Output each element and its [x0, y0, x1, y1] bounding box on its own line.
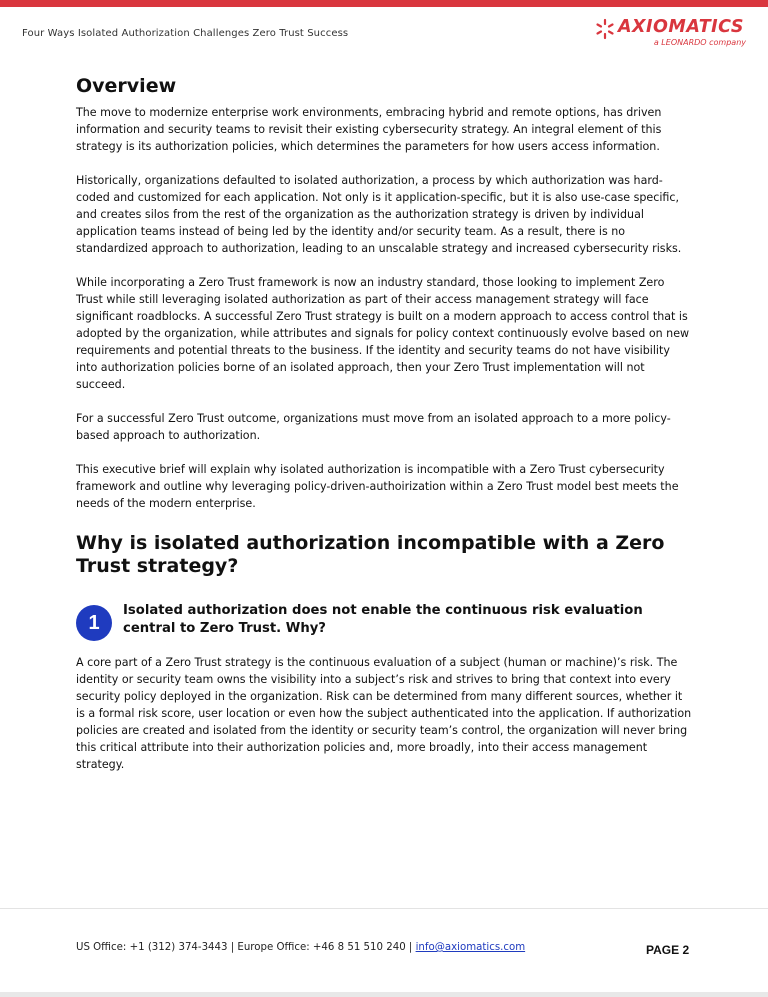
overview-heading: Overview	[76, 75, 177, 97]
logo-tagline: a LEONARDO company	[653, 38, 746, 47]
page-content	[76, 74, 692, 790]
bottom-page-edge	[0, 992, 768, 997]
footer-contact	[76, 942, 525, 953]
section-heading: Why is isolated authorization incompatible with a Zero Trust strategy?	[76, 532, 665, 577]
overview-paragraph: The move to modernize enterprise work environments, embracing hybrid and remote options, has driven information and security teams to revisit their existing cybersecurity strategy. An integral element of this strategy is its authorization policies, which determines the parameters for how users access information.	[76, 106, 662, 153]
point-body-paragraph: A core part of a Zero Trust strategy is the continuous evaluation of a subject (human or machine)’s risk. The identity or security team owns the visibility into a subject’s risk and strives to bring that context into every security policy deployed in the organization. Risk can be determined from many different sources, whether it is a formal risk score, user location or even how the subject authenticated into the application. If authorization policies are created and isolated from the identity or security team’s control, the organization will never bring this critical attribute into their authorization policies and, more broadly, into their access management strategy.	[76, 656, 692, 771]
page-number: PAGE 2	[646, 943, 690, 957]
overview-paragraph: For a successful Zero Trust outcome, organizations must move from an isolated approach to a more policy-based approach to authorization.	[76, 412, 671, 442]
numbered-point-header	[76, 602, 692, 648]
axiomatics-logo-mark-icon	[594, 18, 616, 40]
axiomatics-logo	[592, 16, 752, 50]
point-number-badge: 1	[76, 605, 112, 641]
top-accent-bar	[0, 0, 768, 7]
point-title: Isolated authorization does not enable the continuous risk evaluation central to Zero Trust. Why?	[123, 603, 643, 636]
overview-paragraph: Historically, organizations defaulted to isolated authorization, a process by which authorization was hard-coded and customized for each application. Not only is it application-specific, but it is also use-case specific, and creates silos from the rest of the organization as the authorization strategy is driven by individual application teams instead of being led by the identity and/or security team. As a result, there is no standardized approach to authorization, leading to an unscalable strategy and increased cybersecurity risks.	[76, 174, 682, 255]
logo-wordmark: AXIOMATICS	[618, 17, 744, 37]
footer-phone-numbers: US Office: +1 (312) 374-3443 | Europe Office: +46 8 51 510 240 |	[76, 942, 413, 953]
overview-paragraph: While incorporating a Zero Trust framework is now an industry standard, those looking to implement Zero Trust while still leveraging isolated authorization as part of their access management strategy will face significant roadblocks. A successful Zero Trust strategy is built on a modern approach to access control that is adopted by the organization, while attributes and signals for policy context continuously evolve based on new requirements and potential threats to the business. If the identity and security teams do not have visibility into authorization policies borne of an isolated approach, then your Zero Trust implementation will not succeed.	[76, 276, 690, 391]
footer-divider	[0, 908, 768, 909]
overview-paragraph: This executive brief will explain why isolated authorization is incompatible with a Zero Trust cybersecurity framework and outline why leveraging policy-driven-authoirization within a Zero Trust model best meets the needs of the modern enterprise.	[76, 463, 679, 510]
footer-email-link[interactable]: info@axiomatics.com	[415, 942, 526, 953]
document-running-title: Four Ways Isolated Authorization Challenges Zero Trust Success	[22, 28, 349, 39]
